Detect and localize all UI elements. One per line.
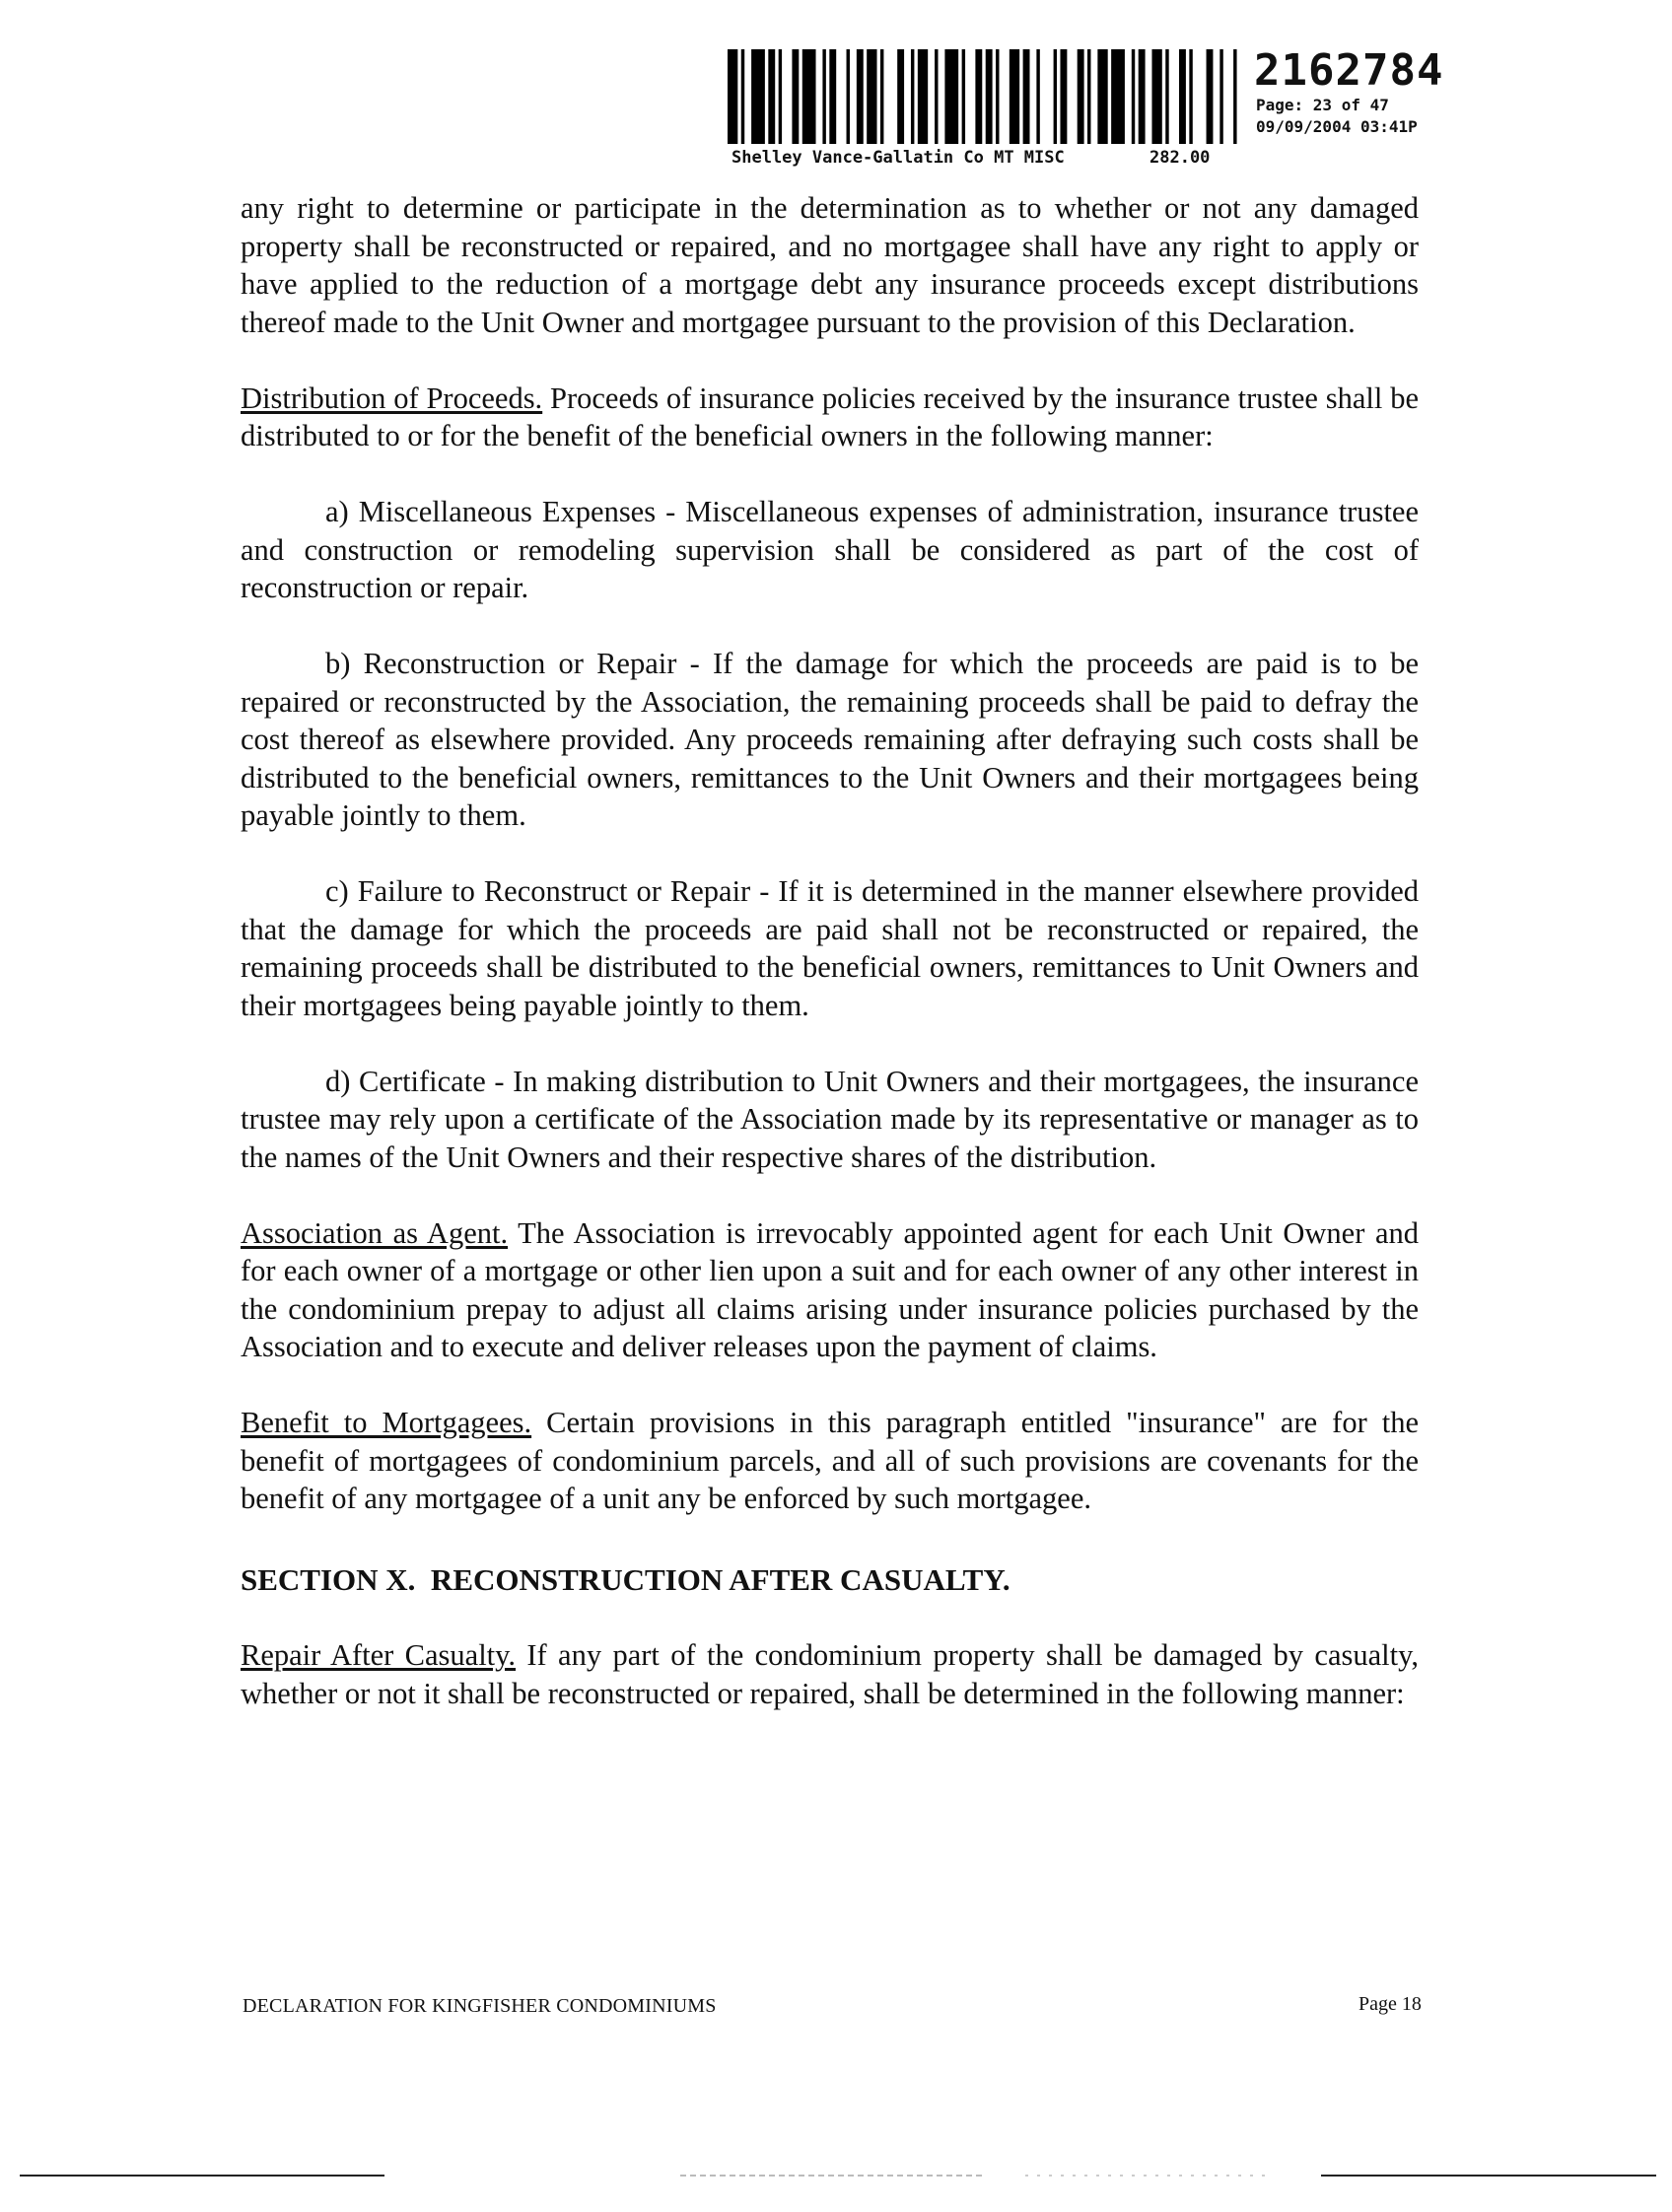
barcode-bar: [880, 49, 883, 144]
barcode-bar: [867, 49, 876, 144]
barcode-bar: [741, 49, 744, 144]
barcode-bar: [1087, 49, 1090, 144]
scan-edge-lines: [0, 2171, 1672, 2180]
item-a: a) Miscellaneous Expenses - Miscellaneous expenses of administration, insurance trustee and construction or remodeling supervision shall be considered as part of the cost of reconstruction or repair.: [241, 495, 1419, 604]
barcode-bar: [996, 49, 999, 144]
barcode-bar: [1111, 49, 1125, 144]
barcode-bar: [1233, 49, 1236, 144]
section-heading: SECTION X. RECONSTRUCTION AFTER CASUALTY.: [241, 1561, 1010, 1597]
barcode-bar: [779, 49, 782, 144]
barcode-bar: [829, 49, 836, 144]
repair-text: If any part of the condominium property shall be damaged by casualty, whether or not it shall be reconstructed or repaired, shall be determined in the following manner:: [241, 1638, 1419, 1710]
benefit-paragraph: [241, 1404, 1419, 1518]
footer-page-number: Page 18: [1358, 1993, 1422, 2015]
continued-paragraph: any right to determine or participate in the determination as to whether or not any damaged property shall be reconstructed or repaired, and no mortgagee shall have any right to apply or have applied to the reduction of a mortgage debt any insurance proceeds except distributions thereof made to the Unit Owner and mortgagee pursuant to the provision of this Declaration.: [241, 191, 1419, 339]
barcode-bar: [918, 49, 928, 144]
barcode-bar: [1060, 49, 1067, 144]
repair-title: Repair After Casualty.: [241, 1638, 517, 1672]
barcode-bar: [1207, 49, 1214, 144]
barcode-bar: [792, 49, 799, 144]
barcode-bar: [1165, 49, 1168, 144]
item-b: b) Reconstruction or Repair - If the damage for which the proceeds are paid is to be repaired or reconstructed by the Association, the remaining proceeds shall be paid to defray the cost thereof as elsewhere provided. Any proceeds remaining after defraying such costs shall be distributed to the beneficial owners, remittances to the Unit Owners and their mortgagees being payable jointly to them.: [241, 647, 1419, 832]
barcode-bar: [847, 49, 850, 144]
footer-title: DECLARATION FOR KINGFISHER CONDOMINIUMS: [243, 1995, 717, 2017]
barcode-bar: [1054, 49, 1057, 144]
recording-datetime: 09/09/2004 03:41P: [1256, 117, 1418, 136]
barcode-bar: [1010, 49, 1019, 144]
document-body: [241, 189, 1419, 1712]
barcode-bar: [768, 49, 775, 144]
recorder-name: Shelley Vance-Gallatin Co MT MISC: [732, 148, 1065, 168]
barcode-bar: [1179, 49, 1186, 144]
agent-text: The Association is irrevocably appointed agent for each Unit Owner and for each owner of a mortgage or other lien upon a suit and for each owner of any other interest in the condominium prepay to adjust all claims arising under insurance policies purchased by the Association and to execute and deliver releases upon the payment of claims.: [241, 1215, 1419, 1363]
barcode-bar: [962, 49, 965, 144]
barcode-bar: [1097, 49, 1107, 144]
barcode-bar: [1139, 49, 1146, 144]
benefit-text: Certain provisions in this paragraph entitled "insurance" are for the benefit of mortgagees of condominium parcels, and all of such provisions are covenants for the benefit of any mortgagee of a unit any be enforced by such mortgagee.: [241, 1406, 1419, 1515]
barcode-bar: [986, 49, 993, 144]
barcode-bar: [911, 49, 914, 144]
barcode-bar: [1189, 49, 1192, 144]
barcode-bar: [1078, 49, 1084, 144]
distribution-title: Distribution of Proceeds.: [241, 380, 543, 415]
barcode-bar: [1151, 49, 1161, 144]
barcode-bar: [802, 49, 816, 144]
recording-page-info: Page: 23 of 47: [1256, 96, 1389, 114]
barcode-bar: [1036, 49, 1039, 144]
barcode-bar: [1219, 49, 1222, 144]
barcode-bar: [935, 49, 938, 144]
item-c: c) Failure to Reconstruct or Repair - If it is determined in the manner elsewhere provided that the damage for which the proceeds are paid shall not be reconstructed or repaired, the remaining proceeds shall be distributed to the beneficial owners, remittances to Unit Owners and their mortgagees being payable jointly to them.: [241, 874, 1419, 1022]
barcode-bar: [751, 49, 765, 144]
recording-fee: 282.00: [1150, 148, 1211, 168]
repair-paragraph: [241, 1636, 1419, 1712]
barcode-bar: [822, 49, 825, 144]
item-d: d) Certificate - In making distribution to Unit Owners and their mortgagees, the insurance trustee may rely upon a certificate of the Association made by its representative or manager as to the names of the Unit Owners and their respective shares of the distribution.: [241, 1064, 1419, 1174]
barcode-bar: [1132, 49, 1135, 144]
recording-number: 2162784: [1254, 45, 1444, 96]
barcode-bar: [1023, 49, 1030, 144]
distribution-text: Proceeds of insurance policies received by the insurance trustee shall be distributed to or for the benefit of the beneficial owners in the following manner:: [241, 380, 1419, 452]
barcode-bar: [944, 49, 958, 144]
distribution-paragraph: [241, 380, 1419, 455]
agent-title: Association as Agent.: [241, 1215, 509, 1250]
barcode-bar: [975, 49, 982, 144]
barcode: [728, 49, 1240, 144]
barcode-bar: [857, 49, 864, 144]
barcode-bar: [897, 49, 904, 144]
barcode-bar: [728, 49, 737, 144]
agent-paragraph: [241, 1214, 1419, 1366]
benefit-title: Benefit to Mortgagees.: [241, 1406, 532, 1439]
